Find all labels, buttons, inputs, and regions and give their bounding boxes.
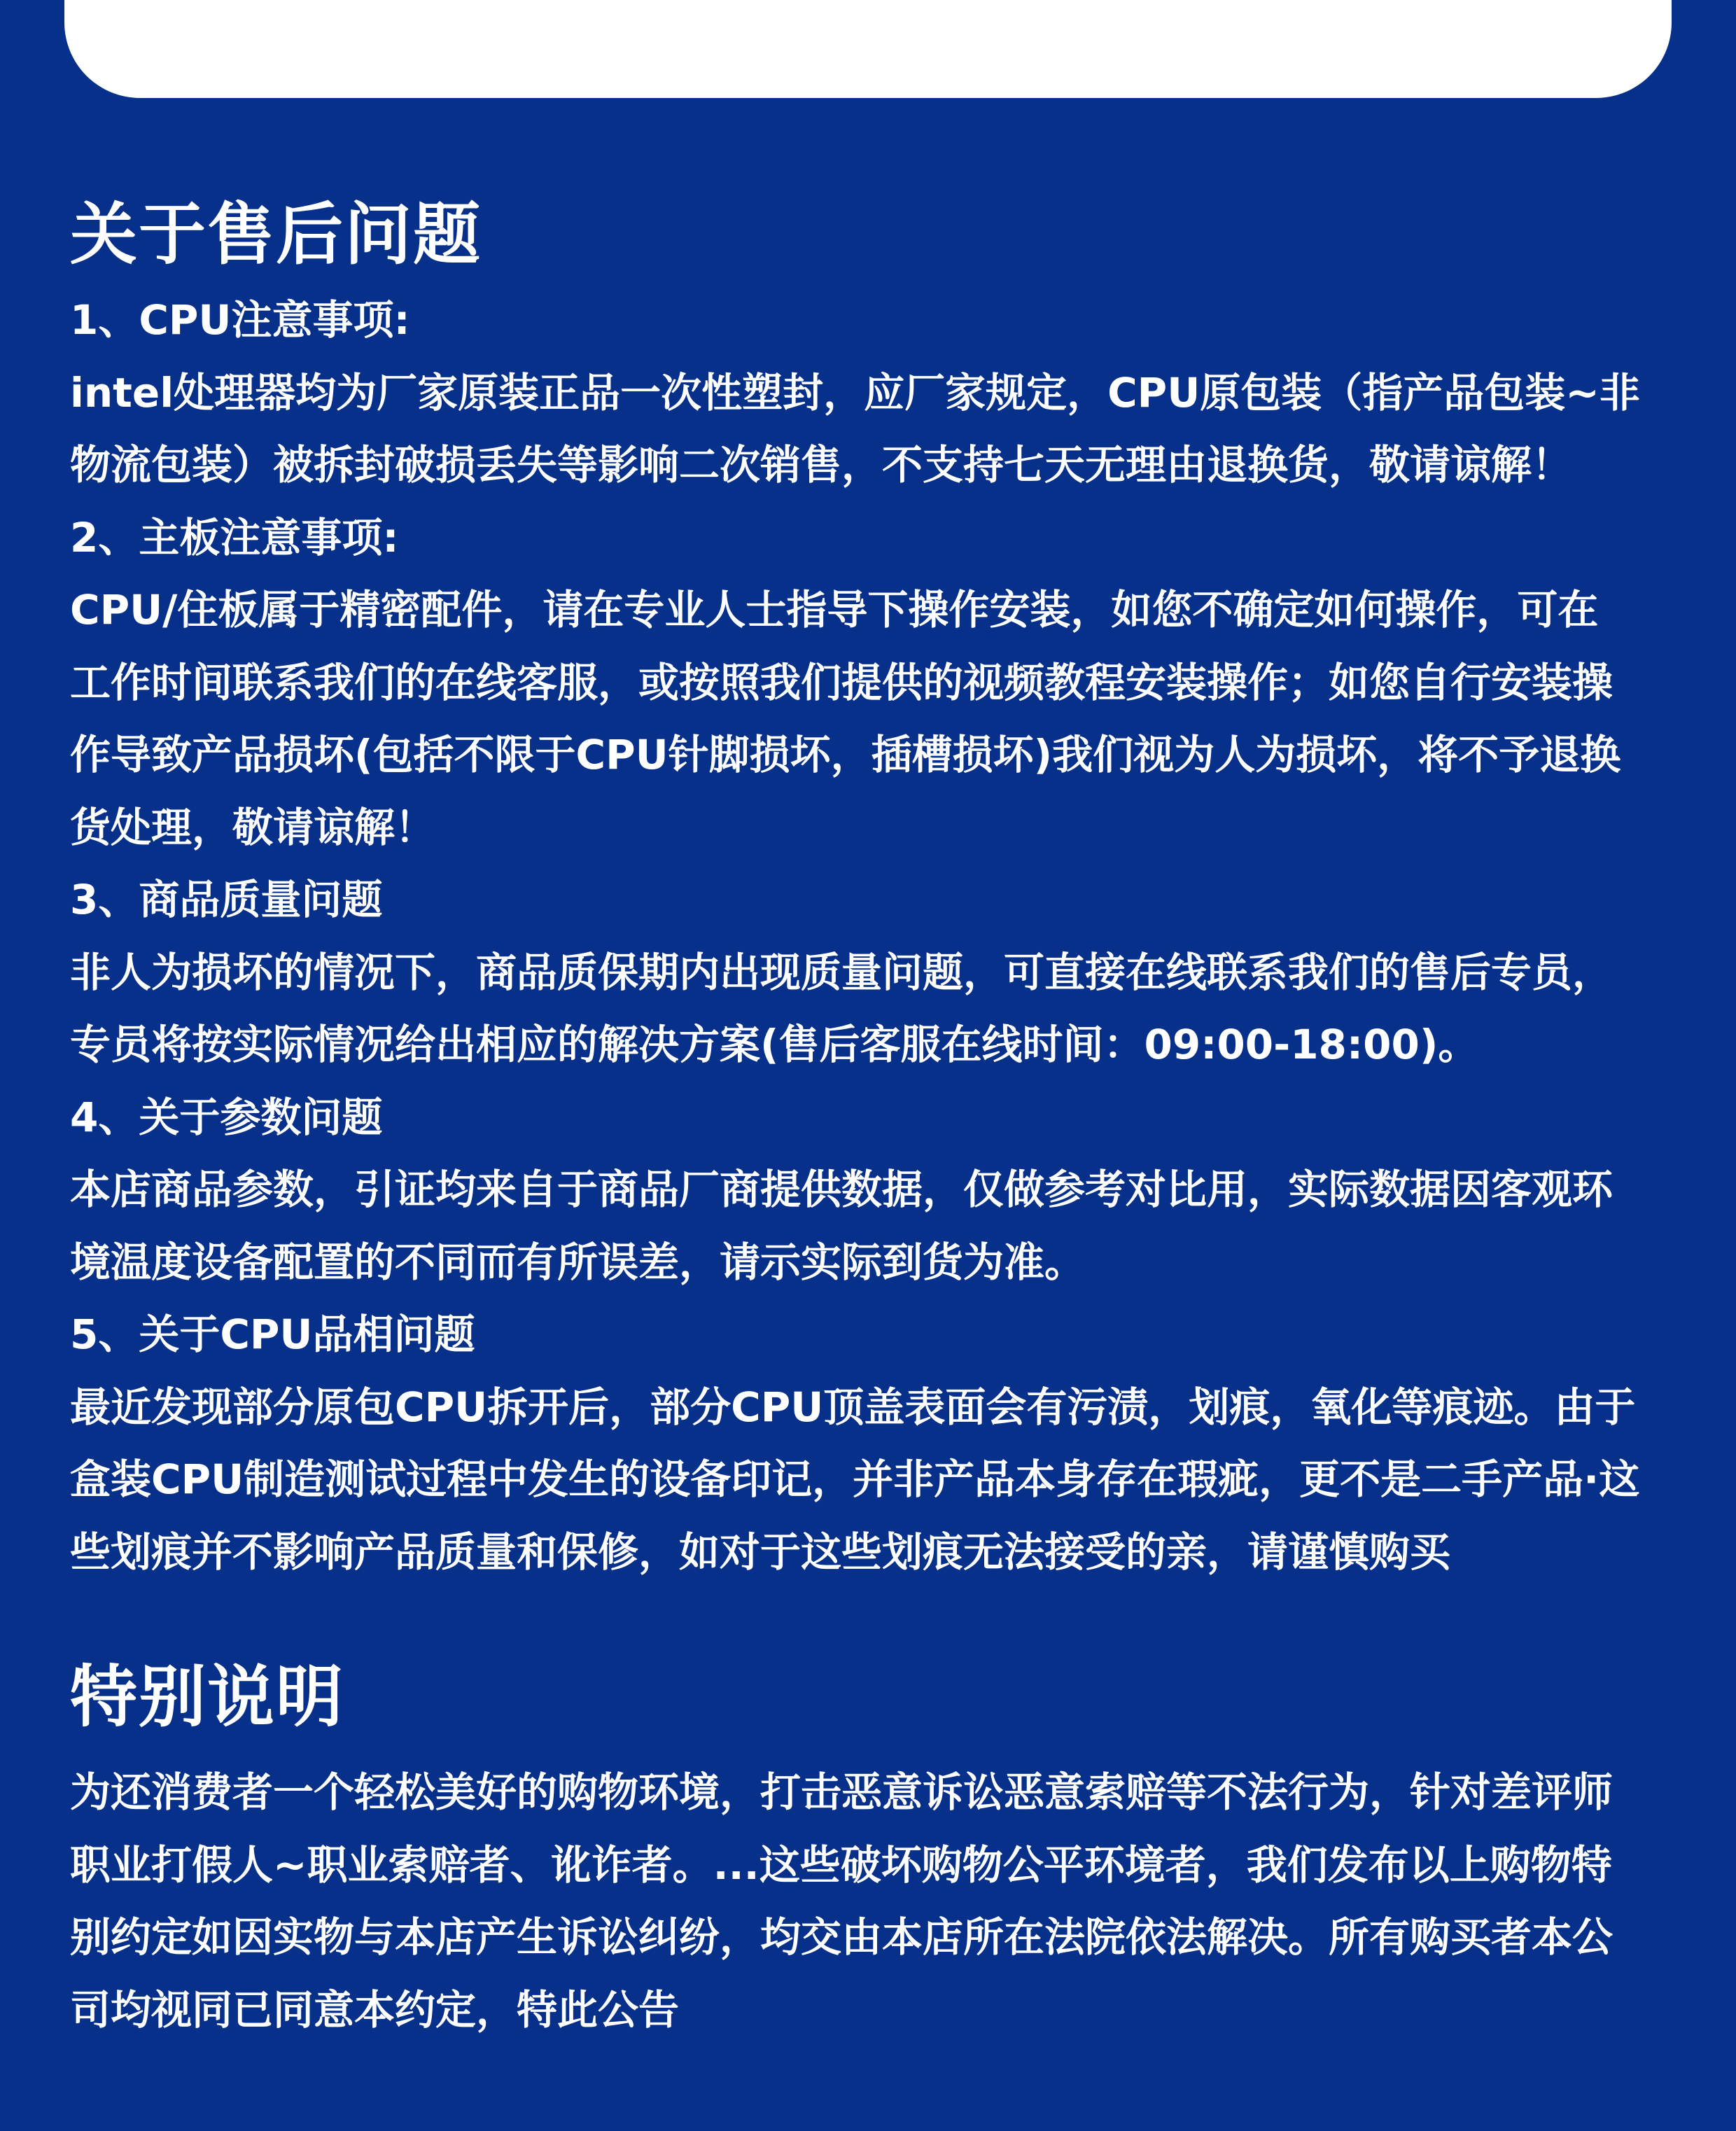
item-heading-quality: 3、商品质量问题	[70, 876, 383, 923]
item-heading-parameters: 4、关于参数问题	[70, 1093, 383, 1141]
item-heading-motherboard: 2、主板注意事项:	[70, 513, 399, 561]
after-sales-content	[70, 189, 1680, 2046]
item-body-parameters: 本店商品参数，引证均来自于商品厂商提供数据，仅做参考对比用，实际数据因客观环 境温度设备配置的不同而有所误差，请示实际到货为准。	[70, 1166, 1614, 1286]
item-body-quality: 非人为损坏的情况下，商品质保期内出现质量问题，可直接在线联系我们的售后专员， 专员将按实际情况给出相应的解决方案(售后客服在线时间：09:00-18:00)。	[70, 948, 1614, 1068]
after-sales-title: 关于售后问题	[70, 195, 482, 274]
item-heading-cpu-condition: 5、关于CPU品相问题	[70, 1311, 475, 1358]
item-body-cpu: intel处理器均为厂家原装正品一次性塑封，应厂家规定，CPU原包装（指产品包装~非 物流包装）被拆封破损丢失等影响二次销售，不支持七天无理由退换货，敬请谅解！	[70, 368, 1640, 489]
top-white-card	[64, 0, 1672, 98]
special-notice-title: 特别说明	[70, 1658, 344, 1736]
item-body-cpu-condition: 最近发现部分原包CPU拆开后，部分CPU顶盖表面会有污渍，划痕，氧化等痕迹。由于 盒装CPU制造测试过程中发生的设备印记，并非产品本身存在瑕疵，更不是二手产品·这 些划痕并不影响产品质量和保修，如对于这些划痕无法接受的亲，请谨慎购买	[70, 1383, 1640, 1576]
item-heading-cpu: 1、CPU注意事项:	[70, 296, 410, 344]
special-notice-body: 为还消费者一个轻松美好的购物环境，打击恶意诉讼恶意索赔等不法行为，针对差评师 职业打假人~职业索赔者、讹诈者。...这些破坏购物公平环境者，我们发布以上购物特 别约定如因实物与本店产生诉讼纠纷，均交由本店所在法院依法解决。所有购买者本公 司均视同已同意本约定，特此公告	[70, 1768, 1614, 2034]
item-body-motherboard: CPU/住板属于精密配件，请在专业人士指导下操作安装，如您不确定如何操作，可在 工作时间联系我们的在线客服，或按照我们提供的视频教程安装操作；如您自行安装操 作导致产品损坏(包括不限于CPU针脚损坏，插槽损坏)我们视为人为损坏，将不予退换 货处理，敬请谅解！	[70, 586, 1621, 851]
